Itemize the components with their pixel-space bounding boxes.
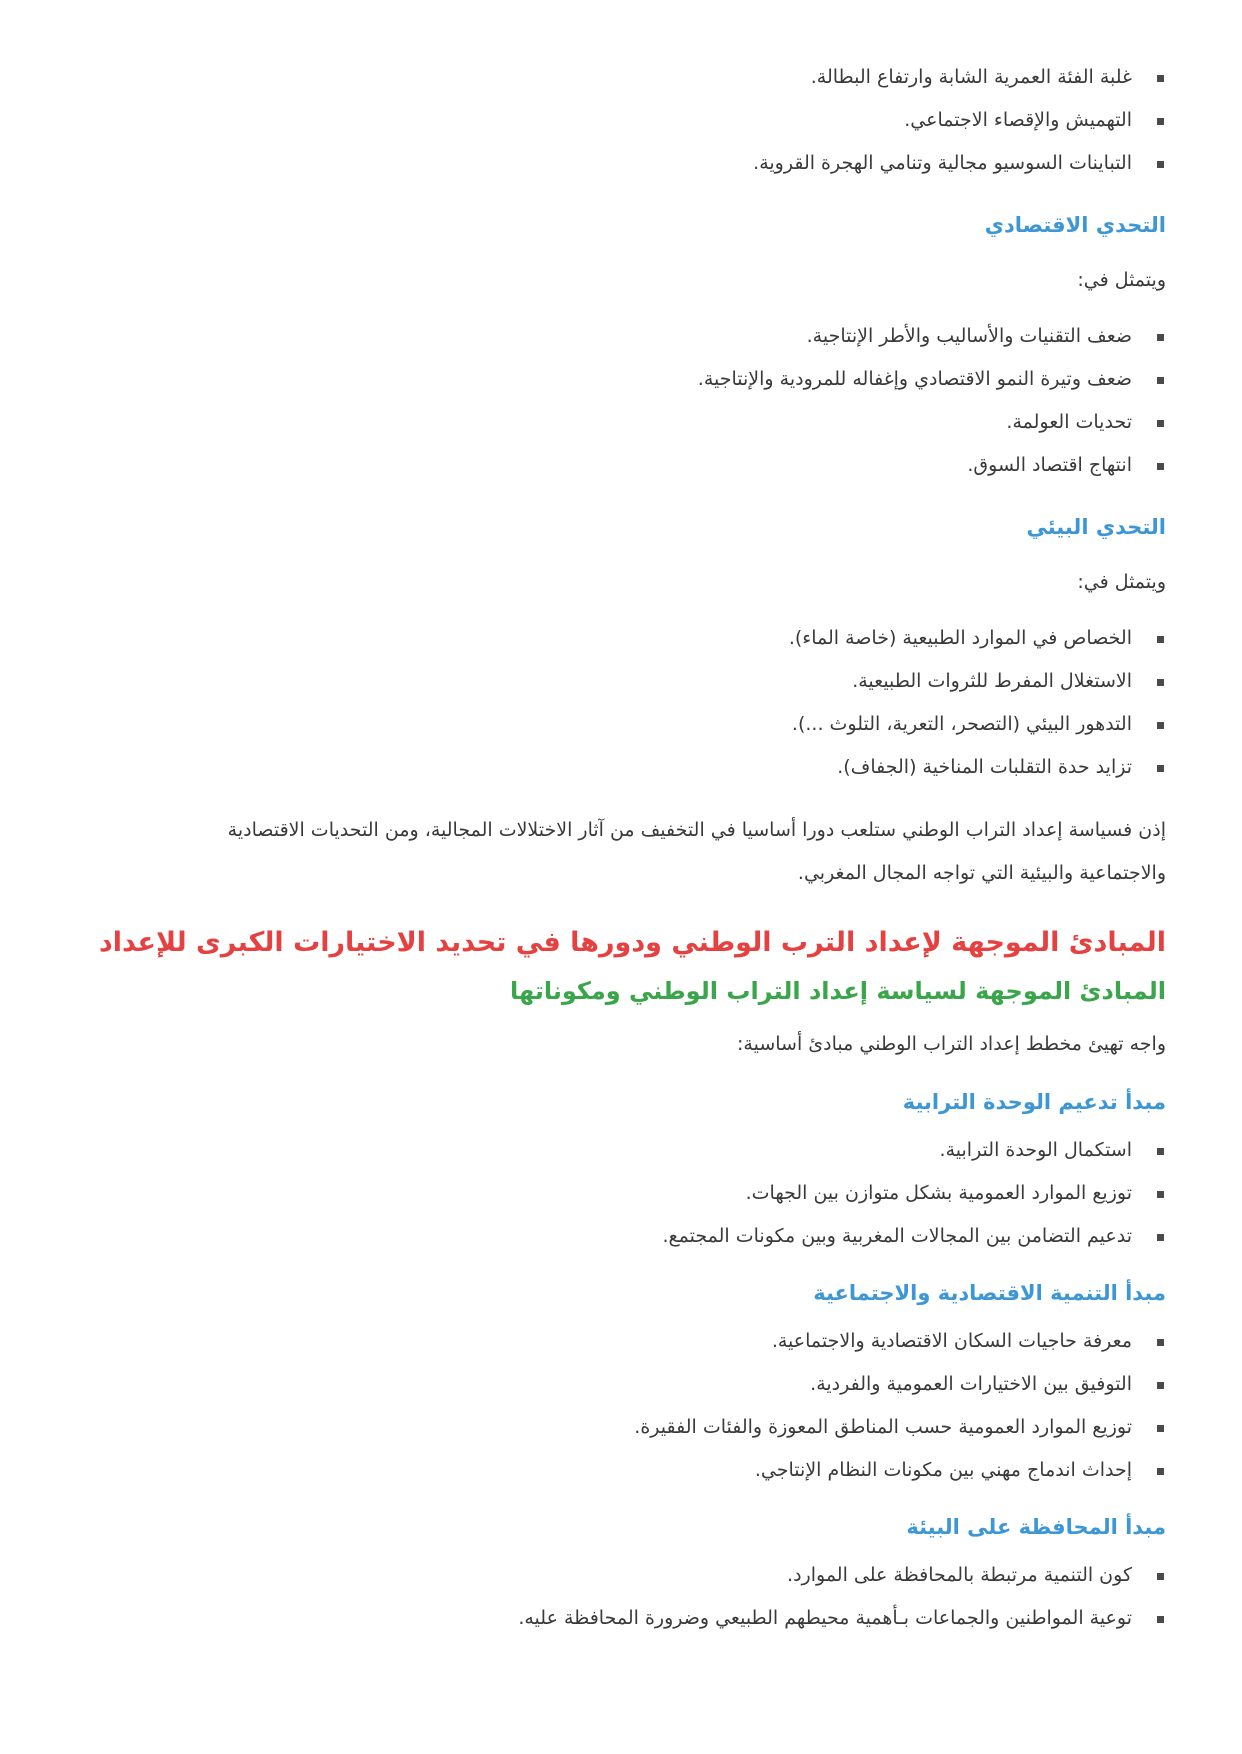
main-heading: المبادئ الموجهة لإعداد الترب الوطني ودورها في تحديد الاختيارات الكبرى للإعداد [98, 927, 1166, 958]
bullet-square-icon [1157, 765, 1164, 772]
principle-list-environment [152, 1554, 1166, 1640]
list-item-text: معرفة حاجيات السكان الاقتصادية والاجتماعية. [771, 1330, 1132, 1352]
list-item [152, 1449, 1166, 1492]
list-item-text: الاستغلال المفرط للثروات الطبيعية. [852, 670, 1132, 692]
principle-list-territorial-unity [152, 1129, 1166, 1258]
list-item [152, 1172, 1166, 1215]
list-item-text: التوفيق بين الاختيارات العمومية والفردية. [810, 1373, 1132, 1395]
bullet-square-icon [1157, 679, 1164, 686]
bullet-square-icon [1157, 334, 1164, 341]
list-item [152, 703, 1166, 746]
conclusion-paragraph [152, 809, 1166, 895]
list-item [152, 1597, 1166, 1640]
list-item-text: إحداث اندماج مهني بين مكونات النظام الإنتاجي. [754, 1459, 1132, 1481]
bullet-square-icon [1157, 1234, 1164, 1241]
list-item [152, 1406, 1166, 1449]
bullet-square-icon [1157, 1148, 1164, 1155]
bullet-square-icon [1157, 1468, 1164, 1475]
list-item [152, 99, 1166, 142]
list-item [152, 1320, 1166, 1363]
principle-heading-environment: مبدأ المحافظة على البيئة [906, 1515, 1166, 1539]
conclusion-line-2: والاجتماعية والبيئية التي تواجه المجال المغربي. [797, 862, 1166, 884]
list-item [152, 1554, 1166, 1597]
list-item-text: ضعف وتيرة النمو الاقتصادي وإغفاله للمرودية والإنتاجية. [697, 368, 1132, 390]
economic-list [152, 315, 1166, 487]
list-item [152, 444, 1166, 487]
section-intro: واجه تهيئ مخطط إعداد التراب الوطني مبادئ أساسية: [737, 1033, 1166, 1055]
bullet-square-icon [1157, 161, 1164, 168]
bullet-square-icon [1157, 636, 1164, 643]
list-item-text: الخصاص في الموارد الطبيعية (خاصة الماء). [788, 627, 1132, 649]
list-item-text: توزيع الموارد العمومية بشكل متوازن بين الجهات. [745, 1182, 1132, 1204]
list-item-text: التهميش والإقصاء الاجتماعي. [904, 109, 1132, 131]
economic-challenge-heading: التحدي الاقتصادي [984, 213, 1166, 237]
list-item [152, 746, 1166, 789]
list-item [152, 56, 1166, 99]
bullet-square-icon [1157, 1339, 1164, 1346]
conclusion-line-1: إذن فسياسة إعداد التراب الوطني ستلعب دورا أساسيا في التخفيف من آثار الاختلالات المجالية، ومن التحديات الاقتصادية [227, 819, 1166, 841]
bullet-square-icon [1157, 377, 1164, 384]
bullet-square-icon [1157, 118, 1164, 125]
list-item-text: التدهور البيئي (التصحر، التعرية، التلوث ...). [791, 713, 1132, 735]
list-item [152, 660, 1166, 703]
bullet-square-icon [1157, 75, 1164, 82]
bullet-square-icon [1157, 463, 1164, 470]
list-item-text: تحديات العولمة. [1006, 411, 1132, 433]
principle-list-development [152, 1320, 1166, 1492]
bullet-square-icon [1157, 722, 1164, 729]
list-item-text: كون التنمية مرتبطة بالمحافظة على الموارد. [787, 1564, 1132, 1586]
list-item-text: استكمال الوحدة الترابية. [939, 1139, 1132, 1161]
environmental-list [152, 617, 1166, 789]
section-heading: المبادئ الموجهة لسياسة إعداد التراب الوطني ومكوناتها [509, 977, 1166, 1005]
list-item [152, 1363, 1166, 1406]
bullet-square-icon [1157, 1616, 1164, 1623]
principle-heading-development: مبدأ التنمية الاقتصادية والاجتماعية [813, 1281, 1166, 1305]
bullet-square-icon [1157, 420, 1164, 427]
economic-intro: ويتمثل في: [1077, 269, 1166, 291]
document-content [98, 56, 1166, 1640]
list-item [152, 401, 1166, 444]
list-item [152, 1215, 1166, 1258]
principle-heading-territorial-unity: مبدأ تدعيم الوحدة الترابية [902, 1090, 1166, 1114]
list-item [152, 1129, 1166, 1172]
bullet-square-icon [1157, 1191, 1164, 1198]
list-item-text: توعية المواطنين والجماعات بـأهمية محيطهم الطبيعي وضرورة المحافظة عليه. [518, 1607, 1132, 1629]
list-item-text: ضعف التقنيات والأساليب والأطر الإنتاجية. [806, 325, 1132, 347]
environmental-challenge-heading: التحدي البيئي [1026, 515, 1166, 539]
intro-list [152, 56, 1166, 185]
list-item-text: تزايد حدة التقلبات المناخية (الجفاف). [837, 756, 1132, 778]
list-item [152, 358, 1166, 401]
list-item-text: التباينات السوسيو مجالية وتنامي الهجرة القروية. [753, 152, 1132, 174]
list-item [152, 142, 1166, 185]
list-item-text: توزيع الموارد العمومية حسب المناطق المعوزة والفئات الفقيرة. [634, 1416, 1132, 1438]
bullet-square-icon [1157, 1425, 1164, 1432]
list-item-text: تدعيم التضامن بين المجالات المغربية وبين مكونات المجتمع. [662, 1225, 1132, 1247]
bullet-square-icon [1157, 1573, 1164, 1580]
environmental-intro: ويتمثل في: [1077, 571, 1166, 593]
list-item-text: غلبة الفئة العمرية الشابة وارتفاع البطالة. [810, 66, 1132, 88]
list-item [152, 617, 1166, 660]
list-item-text: انتهاج اقتصاد السوق. [967, 454, 1132, 476]
bullet-square-icon [1157, 1382, 1164, 1389]
list-item [152, 315, 1166, 358]
